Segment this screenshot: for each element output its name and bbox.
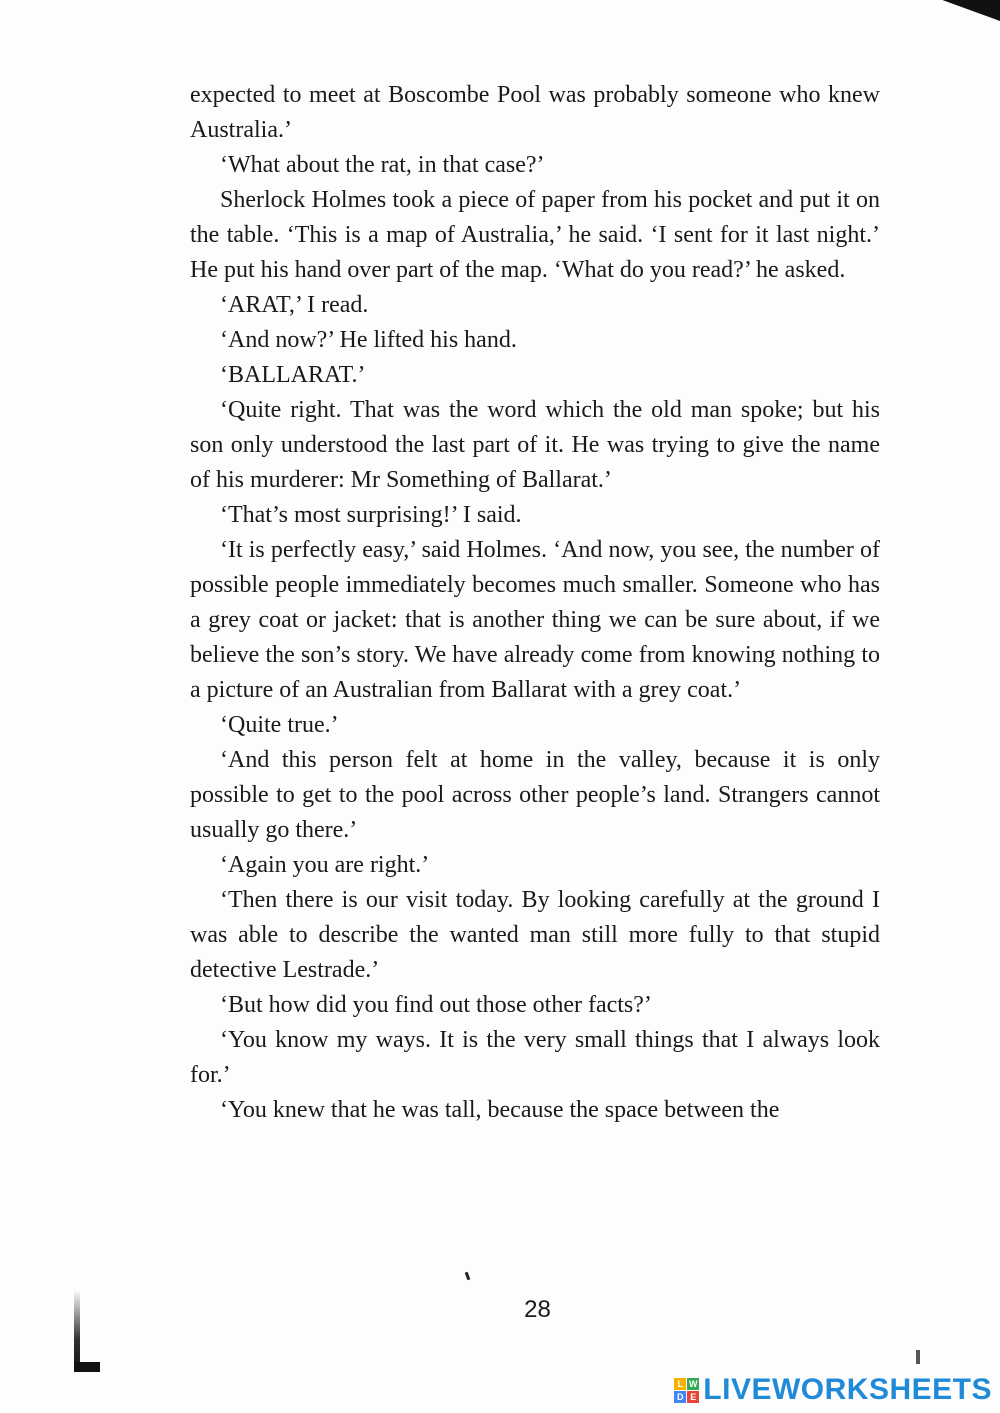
scan-speck xyxy=(465,1272,471,1281)
paragraph: ‘You knew that he was tall, because the space between the xyxy=(220,1097,780,1123)
paragraph: ‘Quite right. That was the word which the old man spoke; but his son only understood the last part of it. He was trying to give the name of his murderer: Mr Something of Ballarat.’ xyxy=(190,397,880,493)
page-corner-shadow xyxy=(940,0,1000,30)
scan-mark xyxy=(916,1350,920,1364)
liveworksheets-logo-icon xyxy=(674,1378,699,1403)
watermark-text: LIVEWORKSHEETS xyxy=(703,1373,992,1406)
paragraph: ‘Then there is our visit today. By looking carefully at the ground I was able to describe the wanted man still more fully to that stupid detective Lestrade.’ xyxy=(190,887,880,983)
page-number: 28 xyxy=(524,1296,551,1323)
paragraph: ‘Quite true.’ xyxy=(220,712,339,738)
scan-edge-mark-foot xyxy=(74,1362,100,1372)
paragraph: ‘Again you are right.’ xyxy=(220,852,430,878)
paragraph: ‘What about the rat, in that case?’ xyxy=(220,152,545,178)
paragraph: ‘ARAT,’ I read. xyxy=(220,292,369,318)
liveworksheets-watermark xyxy=(674,1373,992,1407)
paragraph: ‘And now?’ He lifted his hand. xyxy=(220,327,517,353)
scan-edge-mark xyxy=(74,1290,80,1372)
page-text xyxy=(190,78,880,1128)
paragraph: Sherlock Holmes took a piece of paper from his pocket and put it on the table. ‘This is a map of Australia,’ he said. ‘I sent for it last night.’ He put his hand over part of the map. ‘What do you read?’ he asked. xyxy=(190,187,880,283)
paragraph: ‘That’s most surprising!’ I said. xyxy=(220,502,522,528)
paragraph: ‘You know my ways. It is the very small things that I always look for.’ xyxy=(190,1027,880,1088)
paragraph: ‘BALLARAT.’ xyxy=(220,362,366,388)
paragraph: ‘But how did you find out those other facts?’ xyxy=(220,992,652,1018)
logo-tile: D xyxy=(674,1391,686,1403)
paragraph: ‘It is perfectly easy,’ said Holmes. ‘And now, you see, the number of possible people immediately becomes much smaller. Someone who has a grey coat or jacket: that is another thing we can be sure about, if we believe the son’s story. We have already come from knowing nothing to a picture of an Australian from Ballarat with a grey coat.’ xyxy=(190,537,880,703)
logo-tile: E xyxy=(687,1391,699,1403)
paragraph: expected to meet at Boscombe Pool was probably someone who knew Australia.’ xyxy=(190,82,880,143)
logo-tile: W xyxy=(689,1378,698,1389)
logo-tile: L xyxy=(674,1378,686,1390)
paragraph: ‘And this person felt at home in the valley, because it is only possible to get to the pool across other people’s land. Strangers cannot usually go there.’ xyxy=(190,747,880,843)
